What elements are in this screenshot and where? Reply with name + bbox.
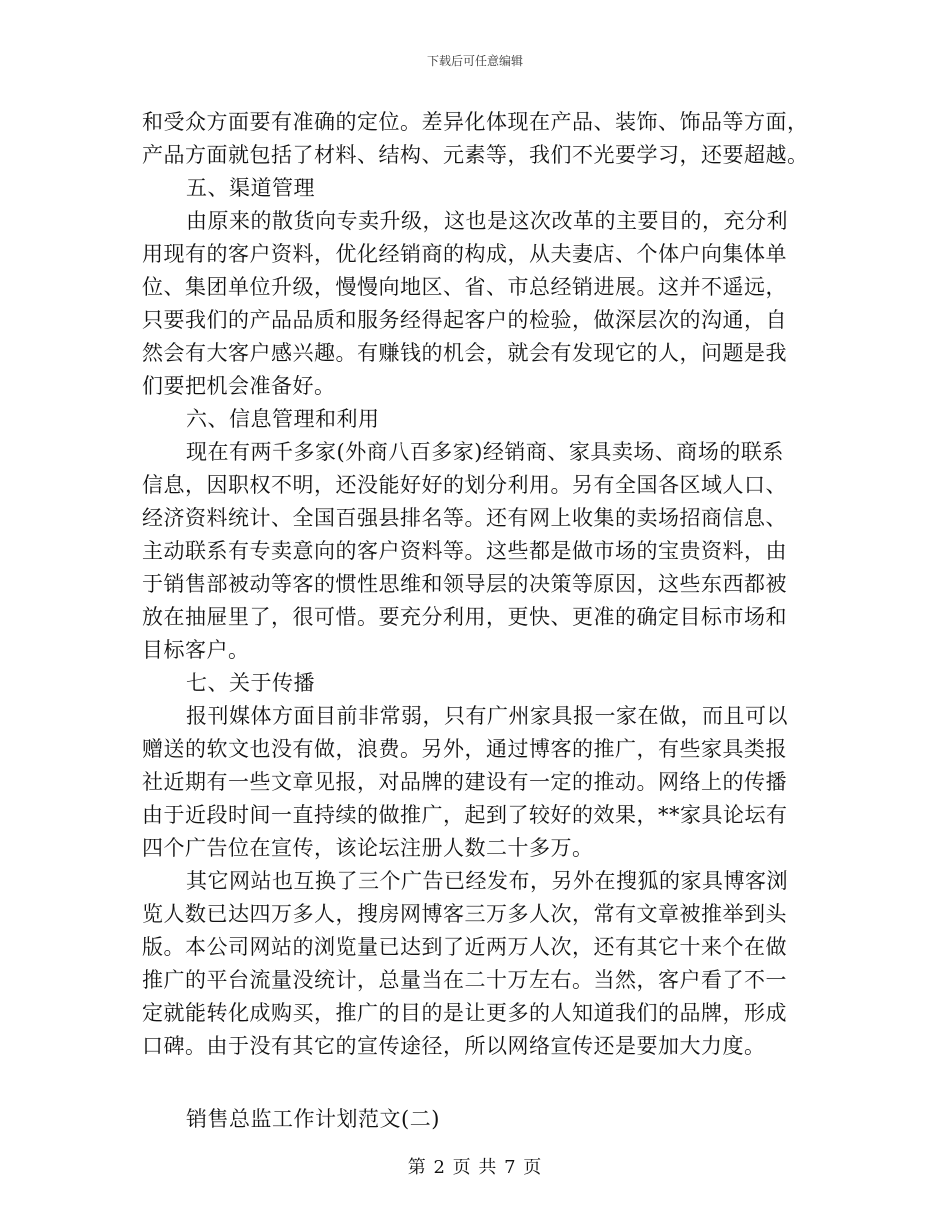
text-line: 口碑。由于没有其它的宣传途径，所以网络宣传还是要加大力度。 [142,1034,766,1058]
text-line: 主动联系有专卖意向的客户资料等。这些都是做市场的宝贵资料，由 [142,539,787,563]
text-line: 信息，因职权不明，还没能好好的划分利用。另有全国各区域人口、 [142,473,787,497]
subtitle-heading: 销售总监工作计划范文(二) [186,1107,440,1131]
text-line: 四个广告位在宣传，该论坛注册人数二十多万。 [142,836,594,860]
text-line: 社近期有一些文章见报，对品牌的建设有一定的推动。网络上的传播 [142,770,787,794]
text-line: 然会有大客户感兴趣。有赚钱的机会，就会有发现它的人，问题是我 [142,341,787,365]
section-heading-propagation: 七、关于传播 [186,671,315,695]
text-line: 版。本公司网站的浏览量已达到了近两万人次，还有其它十来个在做 [142,935,787,959]
text-line: 由于近段时间一直持续的做推广，起到了较好的效果，**家具论坛有 [142,803,788,827]
text-line: 只要我们的产品品质和服务经得起客户的检验，做深层次的沟通，自 [142,308,787,332]
text-line: 放在抽屉里了，很可惜。要充分利用，更快、更准的确定目标市场和 [142,605,787,629]
text-line: 经济资料统计、全国百强县排名等。还有网上收集的卖场招商信息、 [142,506,787,530]
text-line: 推广的平台流量没统计，总量当在二十万左右。当然，客户看了不一 [142,968,787,992]
text-line: 现在有两千多家(外商八百多家)经销商、家具卖场、商场的联系 [186,440,784,464]
text-line: 们要把机会准备好。 [142,374,336,398]
text-line: 览人数已达四万多人，搜房网博客三万多人次，常有文章被推举到头 [142,902,787,926]
text-line: 位、集团单位升级，慢慢向地区、省、市总经销进展。这并不遥远， [142,275,787,299]
text-line: 产品方面就包括了材料、结构、元素等，我们不光要学习，还要超越。 [142,143,809,167]
text-line: 目标客户。 [142,638,250,662]
text-line: 定就能转化成购买，推广的目的是让更多的人知道我们的品牌，形成 [142,1001,787,1025]
text-line: 赠送的软文也没有做，浪费。另外，通过博客的推广，有些家具类报 [142,737,787,761]
page-header-note: 下载后可任意编辑 [426,54,523,68]
paragraph-gap [142,1063,822,1103]
text-line: 由原来的散货向专卖升级，这也是这次改革的主要目的，充分利 [186,209,788,233]
text-line: 用现有的客户资料，优化经销商的构成，从夫妻店、个体户向集体单 [142,242,787,266]
text-line: 报刊媒体方面目前非常弱，只有广州家具报一家在做，而且可以 [186,704,788,728]
document-body [142,106,822,1136]
text-line: 于销售部被动等客的惯性思维和领导层的决策等原因，这些东西都被 [142,572,787,596]
section-heading-channel: 五、渠道管理 [186,176,315,200]
text-line: 和受众方面要有准确的定位。差异化体现在产品、装饰、饰品等方面， [142,110,809,134]
page-number-footer: 第 2 页 共 7 页 [407,1157,543,1178]
section-heading-info: 六、信息管理和利用 [186,407,380,431]
text-line: 其它网站也互换了三个广告已经发布，另外在搜狐的家具博客浏 [186,869,788,893]
